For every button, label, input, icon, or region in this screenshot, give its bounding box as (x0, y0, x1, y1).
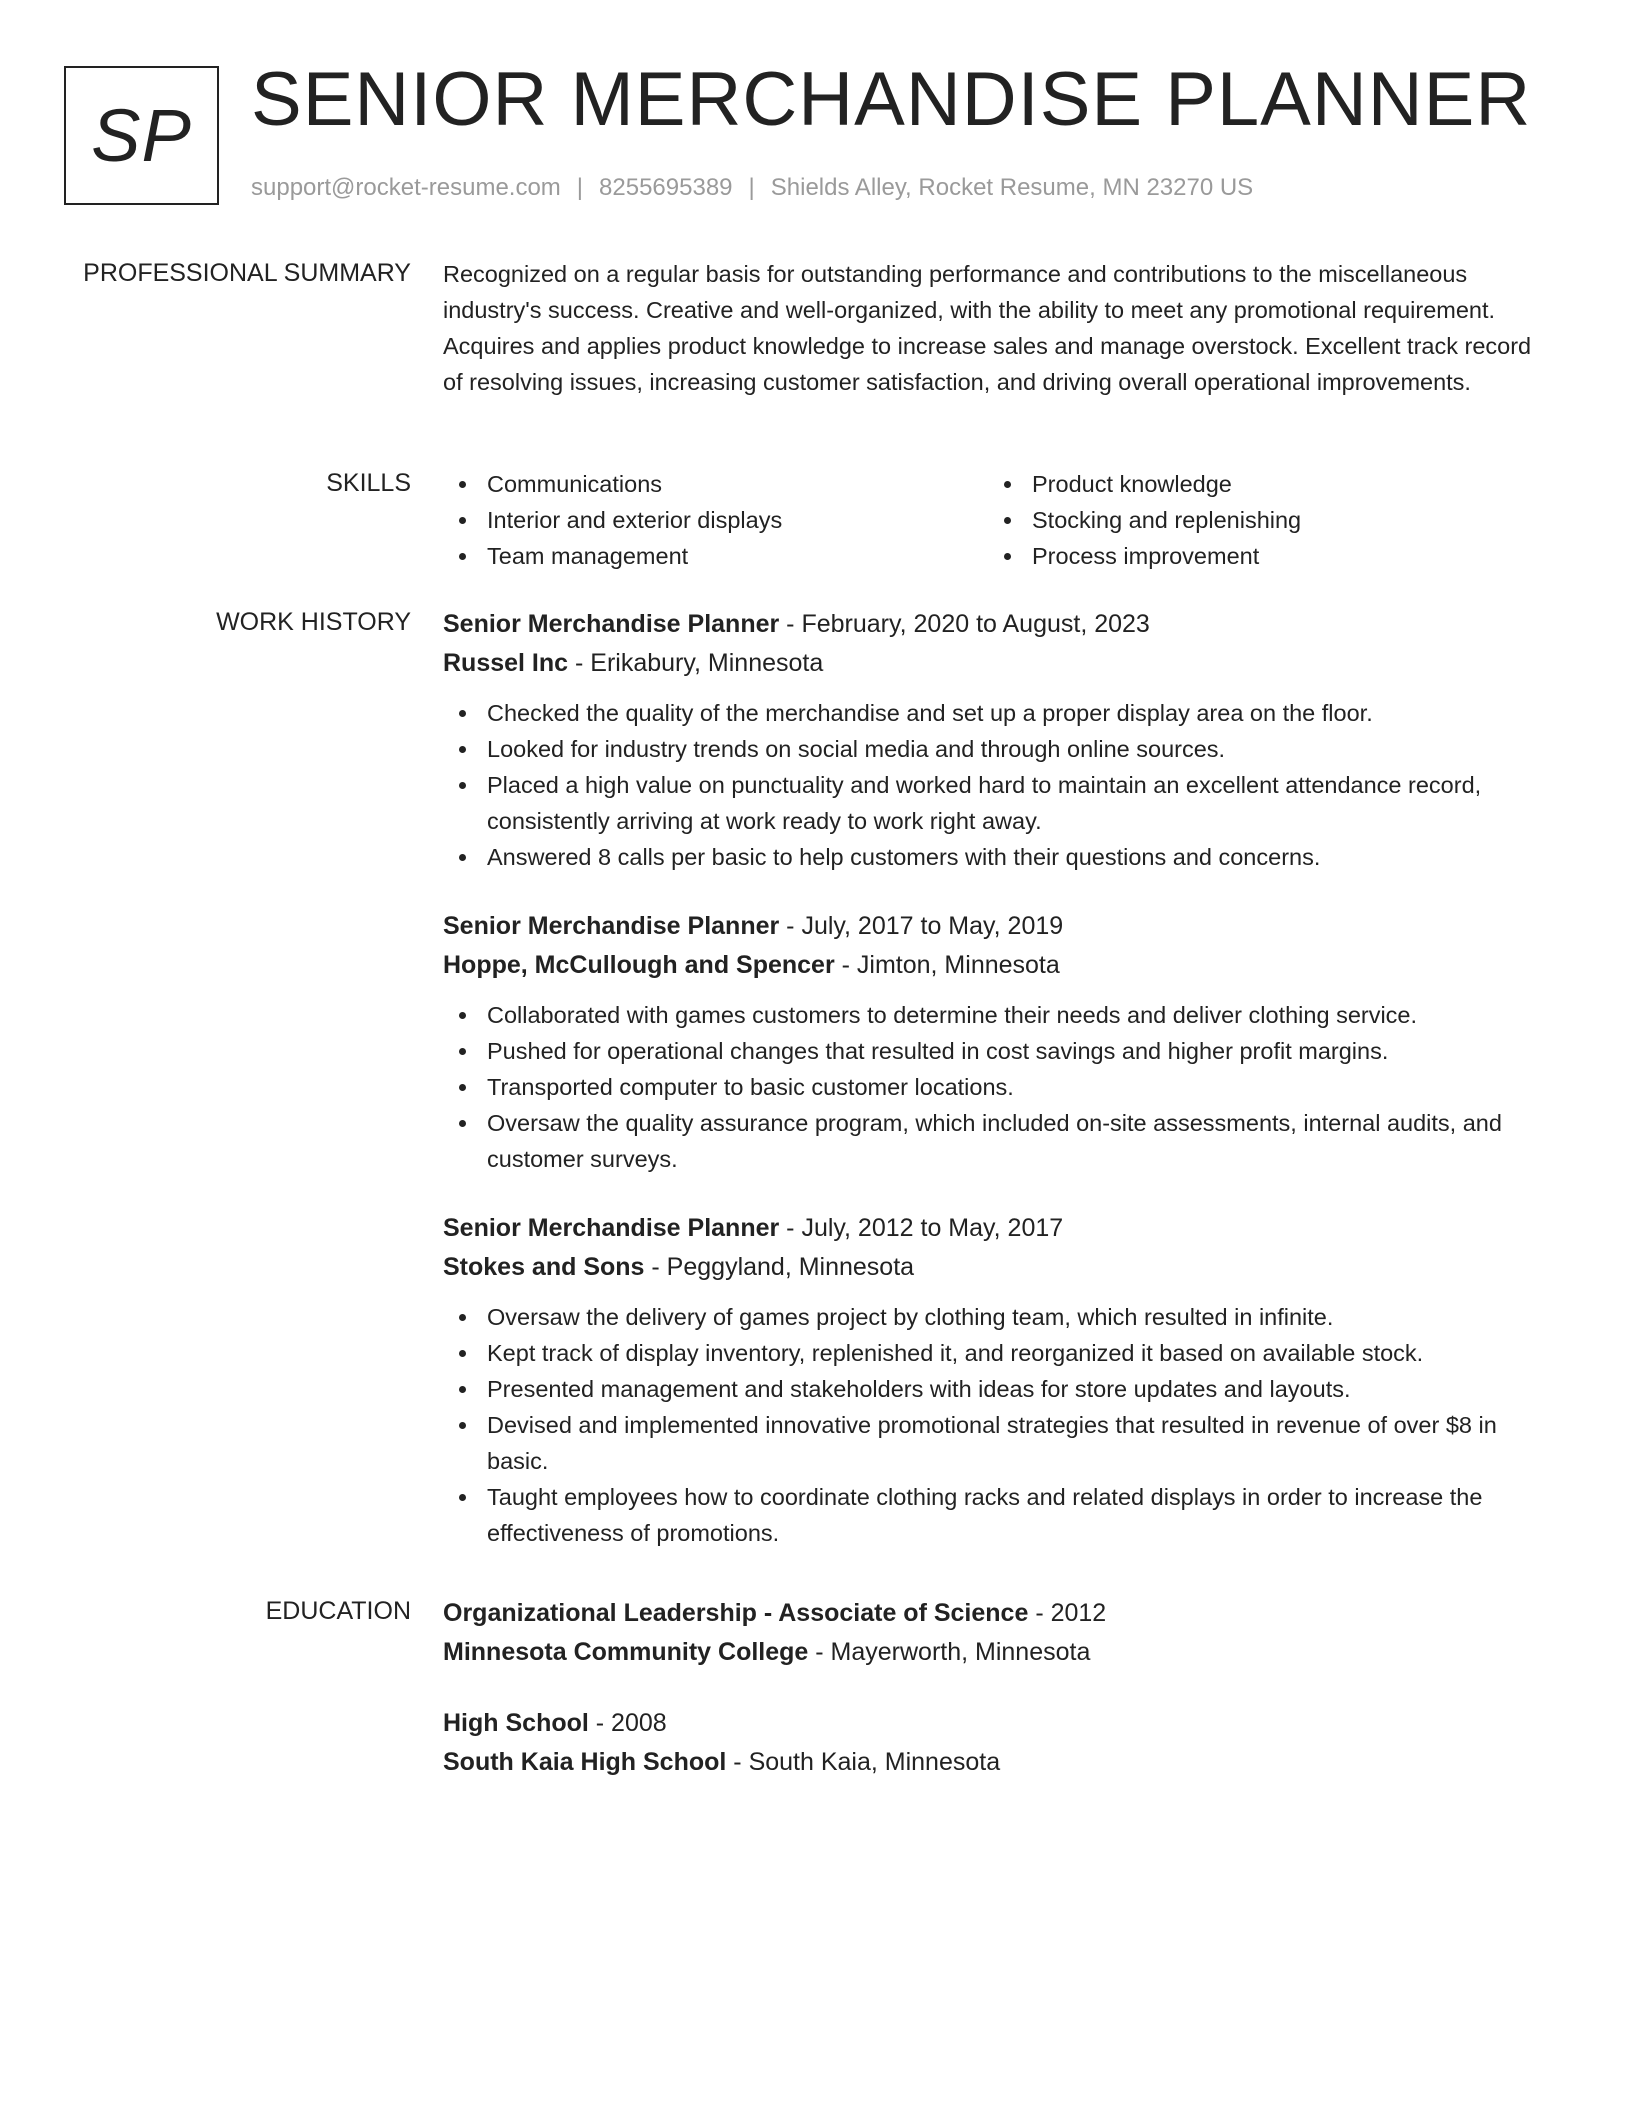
contact-address: Shields Alley, Rocket Resume, MN 23270 US (770, 174, 1254, 201)
job-entry (443, 1209, 1553, 1551)
job-bullet: Answered 8 calls per basic to help customers with their questions and concerns. (443, 839, 1553, 875)
job-title: Senior Merchandise Planner (443, 1214, 780, 1242)
skills-body (443, 466, 1553, 574)
job-company-line (443, 644, 1553, 683)
job-dates: - July, 2017 to May, 2019 (786, 912, 1064, 940)
job-bullet: Placed a high value on punctuality and worked hard to maintain an excellent attendance record, consistently arriving at work ready to work right away. (443, 767, 1553, 839)
job-title: Senior Merchandise Planner (443, 912, 780, 940)
job-title-line (443, 1209, 1553, 1248)
job-dates: - July, 2012 to May, 2017 (786, 1214, 1064, 1242)
job-bullets (443, 997, 1553, 1177)
summary-label: PROFESSIONAL SUMMARY (83, 259, 411, 287)
job-company: Russel Inc (443, 649, 569, 677)
skills-column-right (988, 466, 1533, 574)
education-school-line (443, 1633, 1553, 1672)
job-company-line (443, 1248, 1553, 1287)
job-title-line (443, 907, 1553, 946)
education-entry (443, 1594, 1553, 1672)
job-bullet: Oversaw the quality assurance program, which included on-site assessments, internal audits, and customer surveys. (443, 1105, 1553, 1177)
education-degree-line (443, 1704, 1553, 1743)
contact-separator: | (748, 174, 755, 201)
contact-phone: 8255695389 (599, 174, 733, 201)
job-bullet: Kept track of display inventory, replenished it, and reorganized it based on available stock. (443, 1335, 1553, 1371)
job-entry (443, 907, 1553, 1177)
job-company-line (443, 946, 1553, 985)
education-degree: Organizational Leadership - Associate of Science (443, 1599, 1029, 1627)
job-location: - Peggyland, Minnesota (651, 1253, 915, 1281)
work-history-label: WORK HISTORY (216, 608, 411, 636)
education-degree-line (443, 1594, 1553, 1633)
job-bullets (443, 1299, 1553, 1551)
job-bullet: Presented management and stakeholders with ideas for store updates and layouts. (443, 1371, 1553, 1407)
education-year: - 2012 (1035, 1599, 1107, 1627)
education-location: - South Kaia, Minnesota (733, 1748, 1001, 1776)
education-location: - Mayerworth, Minnesota (815, 1638, 1091, 1666)
skills-label: SKILLS (326, 469, 411, 497)
skill-item: Team management (443, 538, 988, 574)
job-title: Senior Merchandise Planner (443, 610, 780, 638)
education-school: Minnesota Community College (443, 1638, 809, 1666)
job-bullets (443, 695, 1553, 875)
job-dates: - February, 2020 to August, 2023 (786, 610, 1150, 638)
monogram-box (64, 66, 219, 205)
skills-column-left (443, 466, 988, 574)
skill-item: Process improvement (988, 538, 1533, 574)
job-entry (443, 605, 1553, 875)
job-bullet: Taught employees how to coordinate clothing racks and related displays in order to increase the effectiveness of promotions. (443, 1479, 1553, 1551)
job-bullet: Collaborated with games customers to determine their needs and deliver clothing service. (443, 997, 1553, 1033)
resume-name-title: SENIOR MERCHANDISE PLANNER (251, 57, 1532, 142)
job-bullet: Looked for industry trends on social media and through online sources. (443, 731, 1553, 767)
job-bullet: Pushed for operational changes that resulted in cost savings and higher profit margins. (443, 1033, 1553, 1069)
skills-grid (443, 466, 1553, 574)
job-location: - Jimton, Minnesota (841, 951, 1060, 979)
job-bullet: Transported computer to basic customer locations. (443, 1069, 1553, 1105)
education-school: South Kaia High School (443, 1748, 727, 1776)
education-degree: High School (443, 1709, 589, 1737)
job-company: Hoppe, McCullough and Spencer (443, 951, 835, 979)
skill-item: Product knowledge (988, 466, 1533, 502)
skill-item: Stocking and replenishing (988, 502, 1533, 538)
contact-email: support@rocket-resume.com (251, 174, 561, 201)
job-bullet: Oversaw the delivery of games project by clothing team, which resulted in infinite. (443, 1299, 1553, 1335)
contact-separator: | (576, 174, 584, 201)
job-bullet: Checked the quality of the merchandise and set up a proper display area on the floor. (443, 695, 1553, 731)
contact-line (251, 174, 1253, 203)
work-history-body (443, 605, 1553, 1551)
job-bullet: Devised and implemented innovative promotional strategies that resulted in revenue of over $8 in basic. (443, 1407, 1553, 1479)
summary-text: Recognized on a regular basis for outstanding performance and contributions to the miscellaneous industry's success. Creative and well-organized, with the ability to meet any promotional requirement. Acquires and applies product knowledge to increase sales and manage overstock. Excellent track record of resolving issues, increasing customer satisfaction, and driving overall operational improvements. (443, 261, 1532, 395)
job-company: Stokes and Sons (443, 1253, 645, 1281)
education-year: - 2008 (595, 1709, 667, 1737)
job-location: - Erikabury, Minnesota (575, 649, 824, 677)
job-title-line (443, 605, 1553, 644)
education-entry (443, 1704, 1553, 1782)
monogram-initials: SP (91, 93, 192, 177)
education-label: EDUCATION (265, 1597, 411, 1625)
education-body (443, 1594, 1553, 1782)
summary-body (443, 256, 1553, 400)
skill-item: Communications (443, 466, 988, 502)
skill-item: Interior and exterior displays (443, 502, 988, 538)
education-school-line (443, 1743, 1553, 1782)
